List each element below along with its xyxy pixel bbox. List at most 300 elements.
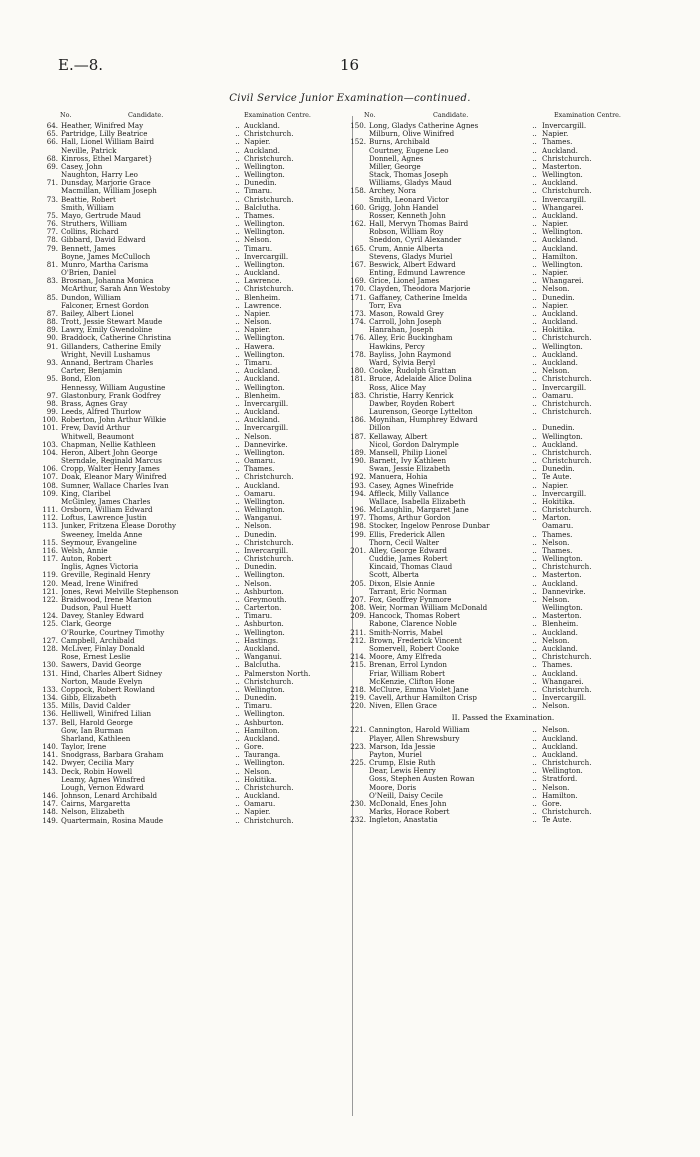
examination-centre: Nelson. [542,783,570,792]
candidate-name: Payton, Muriel [369,750,422,759]
candidate-row [344,620,622,628]
candidate-name: O'Rourke, Courtney Timothy [61,628,165,637]
candidate-name: Bond, Elon [61,375,101,384]
examination-centre: Auckland. [542,146,578,155]
leader-dots: .. [235,571,240,580]
candidate-name: Nicol, Gordon Dalrymple [369,440,459,449]
candidate-name: Hind, Charles Albert Sidney [61,669,163,678]
leader-dots: .. [235,465,240,474]
candidate-name: Hennessy, William Augustine [61,383,166,392]
leader-dots: .. [532,334,537,343]
examination-centre: Christchurch. [542,685,592,694]
leader-dots: .. [235,628,240,637]
candidate-row [344,187,622,195]
candidate-number: 193. [350,480,366,490]
candidate-row [42,792,334,800]
candidate-number: 103. [42,439,58,449]
candidate-row [42,539,334,547]
examination-centre: Auckland. [542,318,578,327]
candidate-name: Whitwell, Beaumont [61,432,134,441]
candidate-row [344,285,622,293]
candidate-row [344,555,622,563]
examination-centre: Auckland. [542,628,578,637]
candidate-row [344,245,622,253]
leader-dots: .. [235,146,240,155]
candidate-number: 117. [42,554,58,564]
candidate-row [42,245,334,253]
leader-dots: .. [532,318,537,327]
candidate-name: Brenan, Errol Lyndon [369,661,447,670]
leader-dots: .. [532,146,537,155]
candidate-name: Mansell, Philip Lionel [369,448,448,457]
candidate-name: Beswick, Albert Edward [369,260,456,269]
candidate-number: 134. [42,693,58,703]
candidate-name: Partridge, Lilly Beatrice [61,130,148,139]
candidate-number: 197. [350,513,366,523]
leader-dots: .. [532,694,537,703]
candidate-number: 190. [350,456,366,466]
examination-centre: Christchurch. [542,154,592,163]
candidate-name: Campbell, Archibald [61,636,135,645]
candidate-row [344,228,622,236]
candidate-name: Somervell, Robert Cooke [369,645,460,653]
candidate-name: Cuddie, James Robert [369,555,448,564]
leader-dots: .. [235,800,240,809]
leader-dots: .. [235,759,240,768]
examination-centre: Greymouth. [244,595,287,604]
candidate-row [42,155,334,163]
examination-centre: Auckland. [244,367,280,376]
leader-dots: .. [532,383,537,392]
examination-centre: Auckland. [244,122,280,130]
candidate-name: Leeds, Alfred Thurlow [61,408,142,417]
candidate-name: Thoms, Arthur Gordon [369,514,451,523]
candidate-name: Niven, Ellen Grace [369,702,437,711]
examination-centre: Auckland. [542,750,578,759]
examination-centre: Hawera. [244,342,275,351]
candidate-number: 140. [42,742,58,752]
candidate-name: Brosnan, Johanna Monica [61,277,154,286]
leader-dots: .. [235,685,240,694]
candidate-number: 201. [350,545,366,555]
candidate-row [344,449,622,457]
col-head-no-right: No. [364,111,376,119]
candidate-name: Leamy, Agnes Winsfred [61,775,146,784]
examination-centre: Christchurch. [244,130,294,139]
candidate-row [42,384,334,392]
leader-dots: .. [235,669,240,678]
candidate-name: Player, Allen Shrewsbury [369,734,460,743]
examination-centre: Christchurch. [542,187,592,196]
leader-dots: .. [235,399,240,408]
candidate-number: 169. [350,276,366,286]
candidate-name: Smith, William [61,203,114,212]
examination-centre: Wellington. [542,555,583,564]
candidate-row [42,326,334,334]
examination-centre: Christchurch. [542,408,592,417]
examination-centre: Timaru. [244,612,273,621]
leader-dots: .. [235,203,240,212]
examination-centre: Auckland. [542,669,578,678]
candidate-number: 90. [46,333,58,343]
leader-dots: .. [532,269,537,278]
examination-centre: Te Aute. [542,473,572,482]
candidate-name: Dawber, Royden Robert [369,399,455,408]
candidate-row [344,310,622,318]
candidate-name: Ingleton, Anastatia [369,816,438,825]
leader-dots: .. [532,252,537,261]
leader-dots: .. [532,653,537,662]
candidate-name: Hall, Lionel William Baird [61,138,155,147]
examination-centre: Marton. [542,514,571,523]
candidate-row [344,384,622,392]
leader-dots: .. [532,791,537,800]
leader-dots: .. [532,277,537,286]
candidate-number: 100. [42,415,58,425]
candidate-name: Braddock, Catherine Christina [61,334,172,343]
candidate-number: 107. [42,472,58,482]
candidate-row [42,531,334,539]
leader-dots: .. [235,489,240,498]
leader-dots: .. [532,726,537,735]
examination-centre: Dunedin. [542,293,575,302]
candidate-row [344,637,622,645]
leader-dots: .. [532,440,537,449]
leader-dots: .. [532,399,537,408]
examination-centre: Whangarei. [542,203,584,212]
examination-centre: Wellington. [244,171,285,180]
candidate-number [344,563,369,571]
candidate-row [344,571,622,579]
leader-dots: .. [532,448,537,457]
candidate-name: Long, Gladys Catherine Agnes [369,122,479,130]
candidate-row [42,367,334,375]
candidate-number: 99. [46,407,58,417]
candidate-number: 65. [46,129,58,139]
examination-centre: Wellington. [542,228,583,237]
candidate-name: Falconer, Ernest Gordon [61,301,149,310]
candidate-name: Casey, John [61,162,103,171]
candidate-row [344,629,622,637]
examination-centre: Christchurch. [244,473,294,482]
candidate-name: Moynihan, Humphrey Edward [369,416,478,425]
examination-centre: Dunedin. [244,694,277,703]
candidate-row [42,163,334,171]
leader-dots: .. [235,506,240,515]
examination-centre: Auckland. [542,645,578,653]
candidate-row [344,236,622,244]
candidate-number: 131. [42,668,58,678]
candidate-row [42,727,334,735]
candidate-row [42,433,334,441]
leader-dots: .. [532,244,537,253]
examination-centre: Invercargill. [542,694,587,703]
candidate-name: Moore, Amy Elfreda [369,653,442,662]
candidate-number: 64. [46,121,58,130]
candidate-name: Mills, David Calder [61,702,131,711]
examination-centre: Whangarei. [542,277,584,286]
candidate-number: 223. [350,741,366,751]
examination-centre: Christchurch. [244,195,294,204]
leader-dots: .. [532,587,537,596]
leader-dots: .. [532,179,537,188]
candidate-name: Inglis, Agnes Victoria [61,563,139,572]
examination-centre: Invercargill. [244,546,289,555]
candidate-name: Dwyer, Cecilia Mary [61,759,134,768]
leader-dots: .. [532,162,537,171]
examination-centre: Auckland. [244,269,280,278]
examination-centre: Nelson. [244,522,272,531]
candidate-row [42,702,334,710]
candidate-name: Dudson, Paul Huett [61,604,132,613]
candidate-name: Jones, Rewi Melville Stephenson [61,587,179,596]
examination-centre: Napier. [542,220,569,229]
candidate-number [344,555,369,563]
candidate-name: Crump, Elsie Ruth [369,759,436,768]
candidate-number: 149. [42,815,58,825]
candidate-name: Moore, Doris [369,783,417,792]
report-reference: E.—8. [58,56,104,74]
candidate-number: 93. [46,357,58,367]
examination-centre: Nelson. [244,318,272,327]
leader-dots: .. [235,710,240,719]
candidate-number: 148. [42,807,58,817]
candidate-number [344,775,369,783]
candidate-name: Struthers, William [61,220,128,229]
examination-centre: Tauranga. [244,751,281,760]
candidate-row [42,285,334,293]
examination-centre: Nelson. [244,767,272,776]
candidate-number: 109. [42,488,58,498]
leader-dots: .. [235,808,240,817]
leader-dots: .. [235,122,240,130]
candidate-name: Friar, William Robert [369,669,445,678]
examination-centre: Blenheim. [244,293,281,302]
leader-dots: .. [235,301,240,310]
examination-centre: Hamilton. [542,791,578,800]
leader-dots: .. [532,816,537,825]
leader-dots: .. [235,563,240,572]
candidate-name: Ward, Sylvia Beryl [369,358,436,367]
candidate-number: 113. [42,521,58,531]
examination-centre: Auckland. [542,579,578,588]
candidate-number: 165. [350,243,366,253]
leader-dots: .. [532,457,537,466]
leader-dots: .. [235,612,240,621]
leader-dots: .. [532,342,537,351]
leader-dots: .. [235,285,240,294]
examination-centre: Napier. [542,481,569,490]
candidate-row [344,531,622,539]
candidate-row [344,726,622,734]
candidate-number: 68. [46,153,58,163]
examination-centre: Timaru. [244,187,273,196]
candidate-name: Laurenson, George Lyttelton [369,408,473,417]
leader-dots: .. [235,555,240,564]
examination-centre: Oamaru. [244,489,276,498]
examination-centre: Auckland. [542,236,578,245]
examination-centre: Hastings. [244,636,279,645]
candidate-number: 218. [350,684,366,694]
candidate-row [344,759,622,767]
leader-dots: .. [532,546,537,555]
candidate-row [42,228,334,236]
candidate-row [42,253,334,261]
examination-centre: Gore. [542,799,562,808]
examination-centre: Napier. [542,301,569,310]
examination-centre: Christchurch. [542,399,592,408]
candidate-name: King, Claribel [61,489,111,498]
examination-centre: Balclutha. [244,661,281,670]
leader-dots: .. [532,750,537,759]
candidate-name: Annand, Bertram Charles [61,358,154,367]
candidate-row [344,678,622,686]
candidate-name: McLaughlin, Margaret Jane [369,506,469,515]
examination-centre: Auckland. [244,408,280,417]
candidate-row [344,326,622,334]
candidate-row [344,563,622,571]
examination-centre: Auckland. [244,416,280,425]
candidate-row [344,547,622,555]
candidate-row [344,359,622,367]
candidate-name: Stack, Thomas Joseph [369,171,449,180]
candidate-name: Gillanders, Catherine Emily [61,342,161,351]
examination-centre: Nelson. [244,236,272,245]
candidate-number: 221. [350,725,366,735]
candidate-row [344,457,622,465]
examination-centre: Invercargill. [244,424,289,433]
candidate-name: Stocker, Ingelow Penrose Dunbar [369,522,490,531]
col-head-centre-right: Examination Centre. [554,111,621,119]
examination-centre: Nelson. [542,538,570,547]
examination-centre: Christchurch. [244,677,294,686]
leader-dots: .. [235,448,240,457]
examination-centre: Christchurch. [542,759,592,768]
leader-dots: .. [235,677,240,686]
candidate-number: 141. [42,750,58,760]
leader-dots: .. [532,391,537,400]
candidate-row [42,334,334,342]
candidate-row [344,816,622,824]
examination-centre: Thames. [244,211,275,220]
examination-centre: Napier. [244,326,271,335]
page-number: 16 [340,56,360,74]
candidate-number: 76. [46,219,58,229]
candidate-number: 101. [42,423,58,433]
examination-centre: Christchurch. [542,808,592,817]
candidate-row [42,522,334,530]
examination-centre: Hokitika. [542,326,575,335]
candidate-name: Smith-Norris, Mabel [369,628,443,637]
examination-centre: Napier. [542,130,569,139]
candidate-name: Dundon, William [61,293,121,302]
candidate-row [42,318,334,326]
leader-dots: .. [235,481,240,490]
candidate-number: 128. [42,644,58,653]
leader-dots: .. [532,220,537,229]
candidate-number [344,171,369,179]
examination-centre: Auckland. [244,146,280,155]
candidate-row [42,138,334,146]
examination-centre: Dannevirke. [244,440,288,449]
examination-centre: Wellington. [244,685,285,694]
candidate-row [42,719,334,727]
candidate-name: Doak, Eleanor Mary Winifred [61,473,167,482]
candidate-number: 111. [42,505,58,515]
candidate-name: Alley, Eric Buckingham [369,334,453,343]
examination-centre: Hokitika. [244,775,277,784]
candidate-row [42,392,334,400]
candidate-row [344,334,622,342]
col-head-candidate-right: Candidate. [433,111,469,119]
candidate-row [42,465,334,473]
examination-centre: Auckland. [244,734,280,743]
candidate-name: Collins, Richard [61,228,119,237]
leader-dots: .. [532,563,537,572]
candidate-row [42,351,334,359]
leader-dots: .. [532,645,537,653]
candidate-number: 211. [350,627,366,637]
leader-dots: .. [532,211,537,220]
candidate-name: Roberton, John Arthur Wilkie [61,416,167,425]
candidate-name: Braidwood, Irene Marion [61,595,152,604]
examination-centre: Wellington. [244,334,285,343]
candidate-number: 78. [46,235,58,245]
examination-centre: Christchurch. [244,538,294,547]
col-head-candidate-left: Candidate. [128,111,164,119]
candidate-row [42,236,334,244]
candidate-number: 199. [350,529,366,539]
candidate-row [344,792,622,800]
candidate-number: 178. [350,349,366,359]
candidate-number: 95. [46,374,58,384]
candidate-row [42,122,334,130]
leader-dots: .. [235,734,240,743]
candidate-name: Rose, Ernest Leslie [61,653,131,662]
candidate-number: 183. [350,390,366,400]
candidate-name: Nelson, Elizabeth [61,808,125,817]
candidate-name: Brass, Agnes Gray [61,399,128,408]
candidate-name: Alley, George Edward [369,546,447,555]
examination-centre: Wellington. [542,604,583,613]
candidate-row [344,147,622,155]
candidate-row [42,294,334,302]
candidate-row [42,196,334,204]
examination-centre: Oamaru. [542,522,574,531]
candidate-row [42,400,334,408]
examination-centre: Dunedin. [542,424,575,433]
candidate-row [42,580,334,588]
examination-centre: Masterton. [542,612,582,621]
candidate-name: Thorn, Cecil Walter [369,538,440,547]
candidate-number: 170. [350,284,366,294]
candidate-number: 91. [46,341,58,351]
leader-dots: .. [235,391,240,400]
candidate-row [42,735,334,743]
examination-centre: Christchurch. [244,816,294,825]
leader-dots: .. [532,465,537,474]
candidate-name: Marks, Horace Robert [369,808,450,817]
examination-centre: Oamaru. [542,391,574,400]
subsection-title: II. Passed the Examination. [451,713,555,723]
candidate-name: Bayliss, John Raymond [369,350,452,359]
leader-dots: .. [532,775,537,784]
leader-dots: .. [532,636,537,645]
candidate-row [42,547,334,555]
candidate-row [42,694,334,702]
examination-centre: Wellington. [244,350,285,359]
leader-dots: .. [532,514,537,523]
